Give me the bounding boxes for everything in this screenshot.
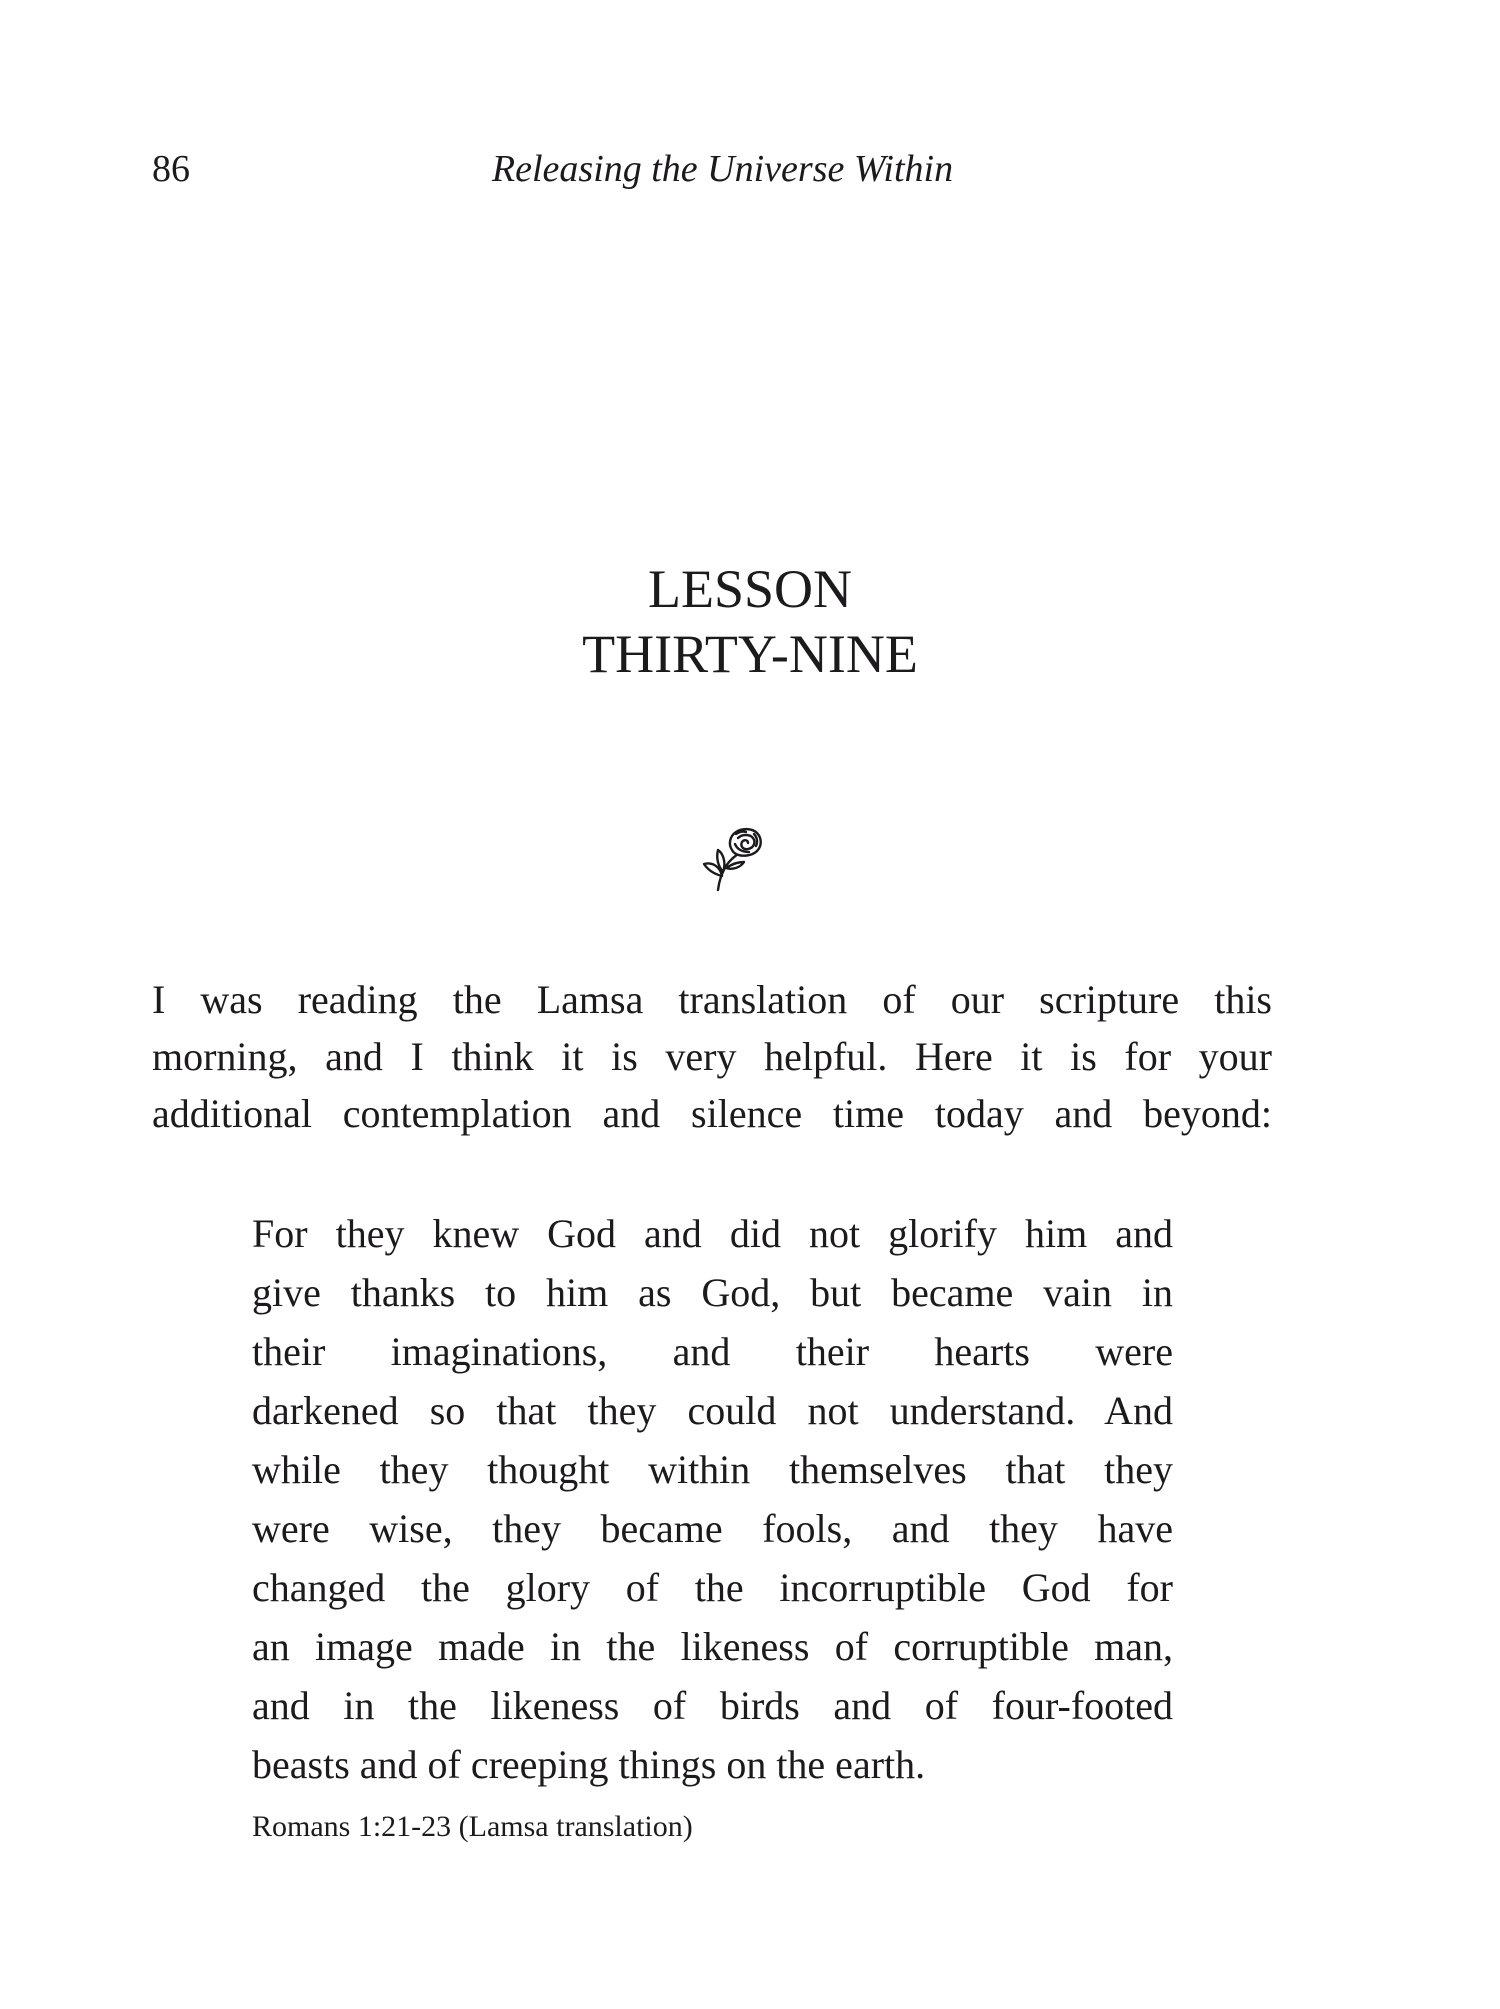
body-paragraph	[152, 971, 1272, 1142]
quote-line: were wise, they became fools, and they have	[252, 1506, 1173, 1551]
lesson-heading-line-2: THIRTY-NINE	[582, 624, 918, 684]
scripture-citation: Romans 1:21-23 (Lamsa translation)	[252, 1810, 693, 1843]
scripture-blockquote	[252, 1204, 1173, 1794]
quote-line: darkened so that they could not understand. And	[252, 1388, 1173, 1433]
lesson-heading-line-1: LESSON	[647, 559, 853, 619]
quote-line: an image made in the likeness of corruptible man,	[252, 1624, 1173, 1669]
quote-line: changed the glory of the incorruptible God for	[252, 1565, 1173, 1610]
quote-line: For they knew God and did not glorify him and	[252, 1211, 1173, 1256]
lesson-heading	[400, 557, 1100, 687]
body-line: morning, and I think it is very helpful. Here it is for your	[152, 1034, 1272, 1079]
running-title: Releasing the Universe Within	[491, 148, 954, 190]
body-line: I was reading the Lamsa translation of our scripture this	[152, 977, 1272, 1022]
quote-line: give thanks to him as God, but became vain in	[252, 1270, 1173, 1315]
page-number: 86	[152, 148, 190, 190]
rose-icon	[702, 824, 764, 894]
quote-line: while they thought within themselves that they	[252, 1447, 1173, 1492]
quote-line: beasts and of creeping things on the earth.	[252, 1742, 926, 1787]
body-line: additional contemplation and silence time today and beyond:	[152, 1091, 1272, 1136]
quote-line: their imaginations, and their hearts were	[252, 1329, 1173, 1374]
quote-line: and in the likeness of birds and of four-footed	[252, 1683, 1173, 1728]
